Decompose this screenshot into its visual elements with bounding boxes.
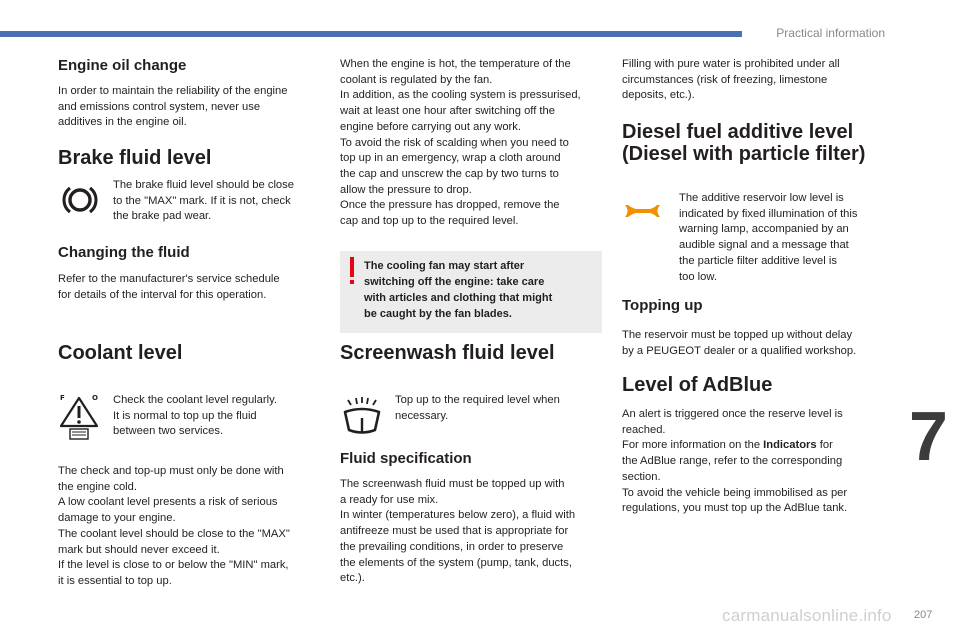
adblue-text: An alert is triggered once the reserve level is reached. For more information on the Indicators for the AdBlue range, refer to the corresponding section. To avoid the vehicle being immobilised as per regulations, you must top up the AdBlue tank. — [622, 408, 848, 515]
coolant-level-heading: Coolant level — [58, 342, 183, 364]
coolant-text: The check and top-up must only be done with the engine cold. A low coolant level presents a risk of serious damage to your engine. The coolant level should be close to the "MAX" mark but should never exceed it. If the level is close to or below the "MIN" mark, it is essential to top up. — [58, 465, 290, 587]
chapter-number: 7 — [909, 397, 948, 475]
diesel-additive-heading: Diesel fuel additive level (Diesel with particle filter) — [622, 121, 866, 165]
svg-text:F: F — [60, 394, 65, 402]
section-title: Practical information — [776, 26, 885, 40]
coolant-warning-icon — [58, 392, 100, 440]
topping-up-heading: Topping up — [622, 297, 703, 314]
changing-fluid-heading: Changing the fluid — [58, 244, 190, 261]
page-number: 207 — [914, 609, 933, 621]
hot-engine-text: When the engine is hot, the temperature of the coolant is regulated by the fan. In addition, as the cooling system is pressurised, wait at least one hour after switching off the engine before carrying out any work. To avoid the risk of scalding when you need to top up in an emergency, wrap a cloth around the cap and unscrew the cap by two turns to allow the pressure to drop. Once the pressure has dropped, remove the cap and top up to the required level. — [340, 58, 581, 228]
changing-fluid-text: Refer to the manufacturer's service schedule for details of the interval for this operation. — [58, 273, 280, 301]
brake-fluid-text: The brake fluid level should be close to the "MAX" mark. If it is not, check the brake pad wear. — [113, 179, 294, 223]
pure-water-text: Filling with pure water is prohibited under all circumstances (risk of freezing, limestone deposits, etc.). — [622, 58, 840, 102]
fan-warning-text: The cooling fan may start after switching off the engine: take care with articles and clothing that might be caught by the fan blades. — [364, 260, 553, 320]
svg-text:O: O — [92, 394, 98, 402]
adblue-heading: Level of AdBlue — [622, 374, 773, 396]
brake-warning-icon — [62, 184, 98, 216]
coolant-icon-text: Check the coolant level regularly. It is normal to top up the fluid between two services. — [113, 394, 277, 438]
diesel-icon-text: The additive reservoir low level is indicated by fixed illumination of this warning lamp, accompanied by an audible signal and a message that the particle filter additive level is too low. — [679, 192, 858, 283]
screenwash-icon — [342, 396, 382, 438]
fluid-spec-heading: Fluid specification — [340, 450, 472, 467]
exclamation-icon — [349, 257, 355, 285]
brake-fluid-heading: Brake fluid level — [58, 147, 212, 169]
fluid-spec-text: The screenwash fluid must be topped up with a ready for use mix. In winter (temperatures below zero), a fluid with antifreeze must be used that is appropriate for the prevailing conditions, in order to preserve the elements of the system (pump, tank, ducts, etc.). — [340, 478, 576, 585]
watermark: carmanualsonline.info — [722, 606, 892, 625]
fan-warning-box — [340, 251, 602, 333]
header-accent-bar — [0, 31, 742, 37]
wrench-icon — [622, 200, 662, 222]
screenwash-icon-text: Top up to the required level when necessary. — [395, 394, 560, 422]
engine-oil-text: In order to maintain the reliability of the engine and emissions control system, never use additives in the engine oil. — [58, 85, 288, 129]
engine-oil-heading: Engine oil change — [58, 57, 187, 74]
topping-up-text: The reservoir must be topped up without delay by a PEUGEOT dealer or a qualified workshop. — [622, 329, 857, 357]
screenwash-heading: Screenwash fluid level — [340, 342, 555, 364]
